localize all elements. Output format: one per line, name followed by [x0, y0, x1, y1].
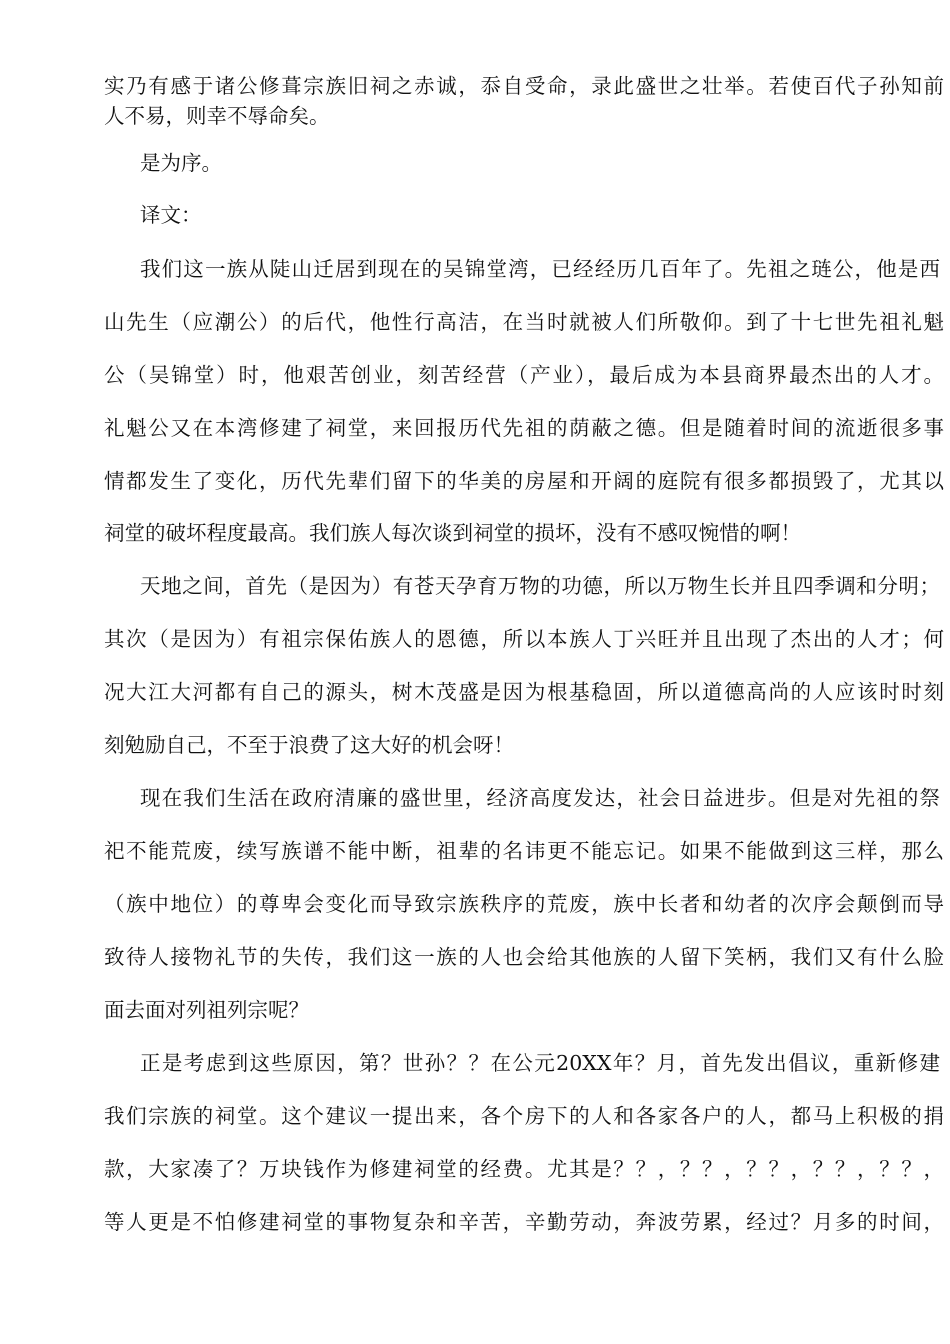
text-line: 译文： [140, 203, 202, 227]
text-line: 正是考虑到这些原因，第？世孙？？在公元20XX年？月，首先发出倡议，重新修建 [140, 1051, 940, 1075]
text-line: 天地之间，首先（是因为）有苍天孕育万物的功德，所以万物生长并且四季调和分明； [140, 574, 940, 598]
text-line: 公（吴锦堂）时，他艰苦创业，刻苦经营（产业），最后成为本县商界最杰出的人才。 [104, 363, 944, 387]
text-line: 实乃有感于诸公修葺宗族旧祠之赤诚，忝自受命，录此盛世之壮举。若使百代子孙知前 [104, 74, 944, 98]
text-line: 况大江大河都有自己的源头，树木茂盛是因为根基稳固，所以道德高尚的人应该时时刻 [104, 680, 944, 704]
text-line: 祀不能荒废，续写族谱不能中断，祖辈的名讳更不能忘记。如果不能做到这三样，那么 [104, 839, 944, 863]
text-line: 刻勉励自己，不至于浪费了这大好的机会呀！ [104, 733, 514, 757]
text-line: 面去面对列祖列宗呢？ [104, 998, 309, 1022]
text-line: 其次（是因为）有祖宗保佑族人的恩德，所以本族人丁兴旺并且出现了杰出的人才；何 [104, 627, 944, 651]
text-line: 等人更是不怕修建祠堂的事物复杂和辛苦，辛勤劳动，奔波劳累，经过？月多的时间， [104, 1210, 944, 1234]
text-line: 现在我们生活在政府清廉的盛世里，经济高度发达，社会日益进步。但是对先祖的祭 [140, 786, 940, 810]
text-line: 人不易，则幸不辱命矣。 [104, 104, 330, 128]
text-line: 祠堂的破坏程度最高。我们族人每次谈到祠堂的损坏，没有不感叹惋惜的啊！ [104, 521, 801, 545]
text-line: 礼魁公又在本湾修建了祠堂，来回报历代先祖的荫蔽之德。但是随着时间的流逝很多事 [104, 416, 944, 440]
text-line: 致待人接物礼节的失传，我们这一族的人也会给其他族的人留下笑柄，我们又有什么脸 [104, 945, 944, 969]
text-line: 是为序。 [140, 151, 222, 175]
text-line: 我们这一族从陡山迁居到现在的吴锦堂湾，已经经历几百年了。先祖之琏公，他是西 [140, 257, 940, 281]
text-line: （族中地位）的尊卑会变化而导致宗族秩序的荒废，族中长者和幼者的次序会颠倒而导 [104, 892, 944, 916]
text-line: 我们宗族的祠堂。这个建议一提出来，各个房下的人和各家各户的人，都马上积极的捐 [104, 1104, 944, 1128]
text-line: 款，大家凑了？万块钱作为修建祠堂的经费。尤其是？？，？？，？？，？？，？？， [104, 1157, 944, 1181]
text-line: 情都发生了变化，历代先辈们留下的华美的房屋和开阔的庭院有很多都损毁了，尤其以 [104, 469, 944, 493]
text-line: 山先生（应潮公）的后代，他性行高洁，在当时就被人们所敬仰。到了十七世先祖礼魁 [104, 310, 944, 334]
